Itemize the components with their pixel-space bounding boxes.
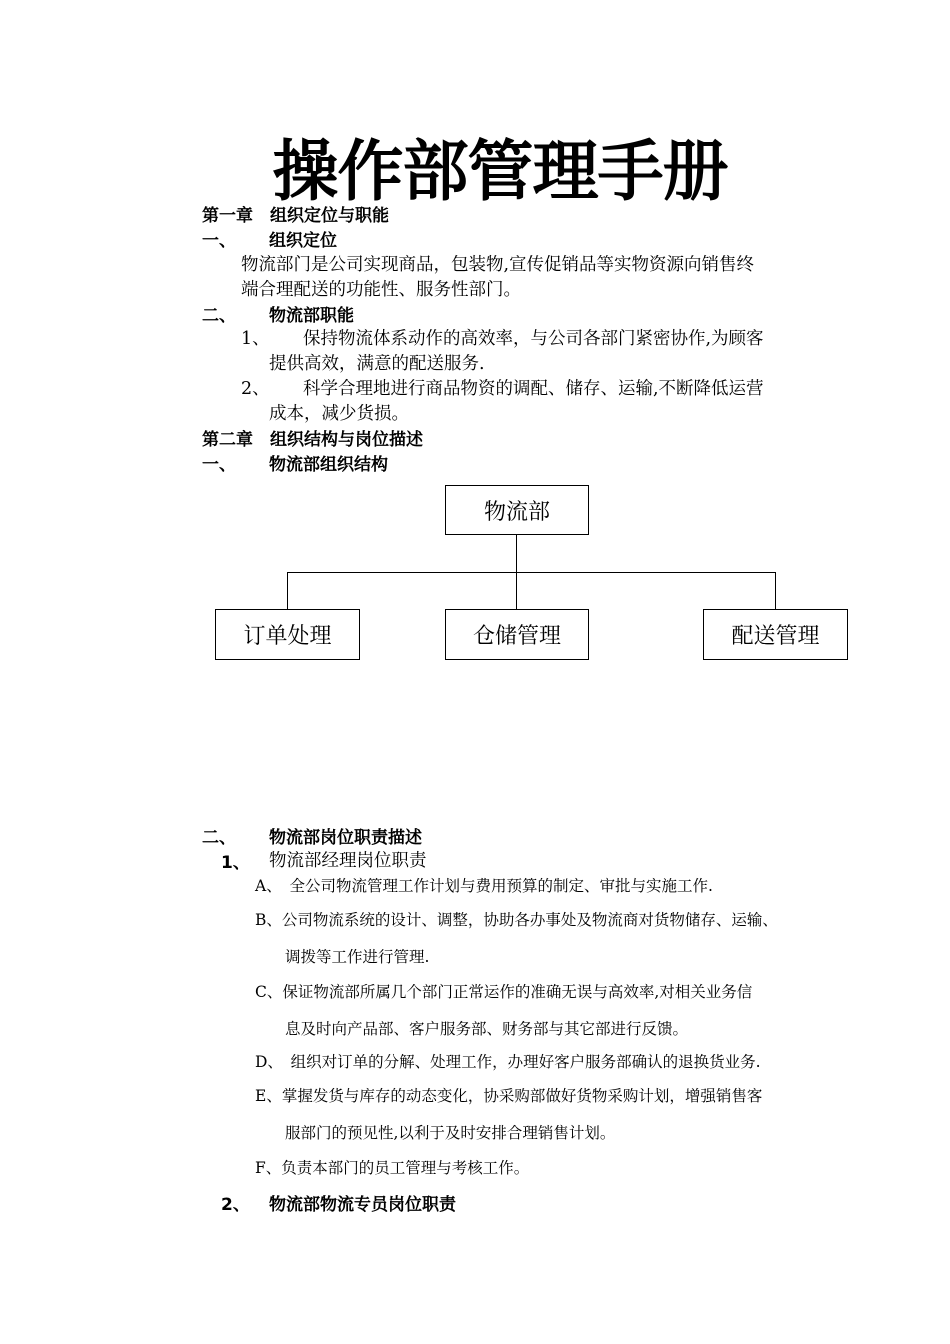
section-number: 二、 — [202, 828, 236, 848]
duty-item-continued: 调拨等工作进行管理. — [285, 948, 430, 966]
subsection-heading-specialist: 物流部物流专员岗位职责 — [269, 1195, 456, 1215]
duty-item: A、 全公司物流管理工作计划与费用预算的制定、审批与实施工作. — [255, 877, 713, 895]
list-item-number: 1、 — [241, 329, 270, 349]
section-heading-job-duties: 物流部岗位职责描述 — [269, 828, 422, 848]
duty-item: E、掌握发货与库存的动态变化，协采购部做好货物采购计划，增强销售客 — [255, 1087, 763, 1105]
duty-item: D、 组织对订单的分解、处理工作，办理好客户服务部确认的退换货业务. — [255, 1053, 761, 1071]
section-number: 一、 — [202, 455, 236, 475]
subsection-number: 2、 — [221, 1195, 250, 1215]
org-node-warehouse-management: 仓储管理 — [445, 609, 589, 660]
duty-item: F、负责本部门的员工管理与考核工作。 — [255, 1159, 530, 1177]
connector-line — [287, 572, 776, 573]
section-number: 一、 — [202, 231, 236, 251]
connector-line — [775, 572, 776, 609]
org-node-order-processing: 订单处理 — [215, 609, 360, 660]
list-item-text: 成本，减少货损。 — [269, 404, 409, 424]
list-item-text: 科学合理地进行商品物资的调配、储存、运输,不断降低运营 — [303, 379, 764, 399]
duty-item-continued: 服部门的预见性,以利于及时安排合理销售计划。 — [285, 1124, 616, 1142]
subsection-number: 1、 — [221, 853, 250, 873]
section-heading-org-structure: 物流部组织结构 — [269, 455, 388, 475]
duty-item: C、保证物流部所属几个部门正常运作的准确无误与高效率,对相关业务信 — [255, 983, 753, 1001]
duty-item-continued: 息及时向产品部、客户服务部、财务部与其它部进行反馈。 — [285, 1020, 689, 1038]
list-item-number: 2、 — [241, 379, 270, 399]
org-node-delivery-management: 配送管理 — [703, 609, 848, 660]
connector-line — [516, 572, 517, 609]
duty-item: B、公司物流系统的设计、调整，协助各办事处及物流商对货物储存、运输、 — [255, 911, 778, 929]
list-item-text: 提供高效，满意的配送服务. — [269, 354, 485, 374]
subsection-heading-manager: 物流部经理岗位职责 — [269, 851, 427, 871]
org-node-logistics-dept: 物流部 — [445, 485, 589, 535]
section-heading-positioning: 组织定位 — [269, 231, 337, 251]
list-item-text: 保持物流体系动作的高效率，与公司各部门紧密协作,为顾客 — [303, 329, 764, 349]
section-number: 二、 — [202, 306, 236, 326]
paragraph-line: 物流部门是公司实现商品，包装物,宣传促销品等实物资源向销售终 — [241, 255, 755, 275]
document-title: 操作部管理手册 — [272, 133, 728, 210]
connector-line — [516, 534, 517, 572]
paragraph-line: 端合理配送的功能性、服务性部门。 — [241, 280, 521, 300]
connector-line — [287, 572, 288, 609]
section-heading-functions: 物流部职能 — [269, 306, 354, 326]
chapter-2-heading: 第二章 组织结构与岗位描述 — [202, 430, 423, 450]
chapter-1-heading: 第一章 组织定位与职能 — [202, 206, 389, 226]
